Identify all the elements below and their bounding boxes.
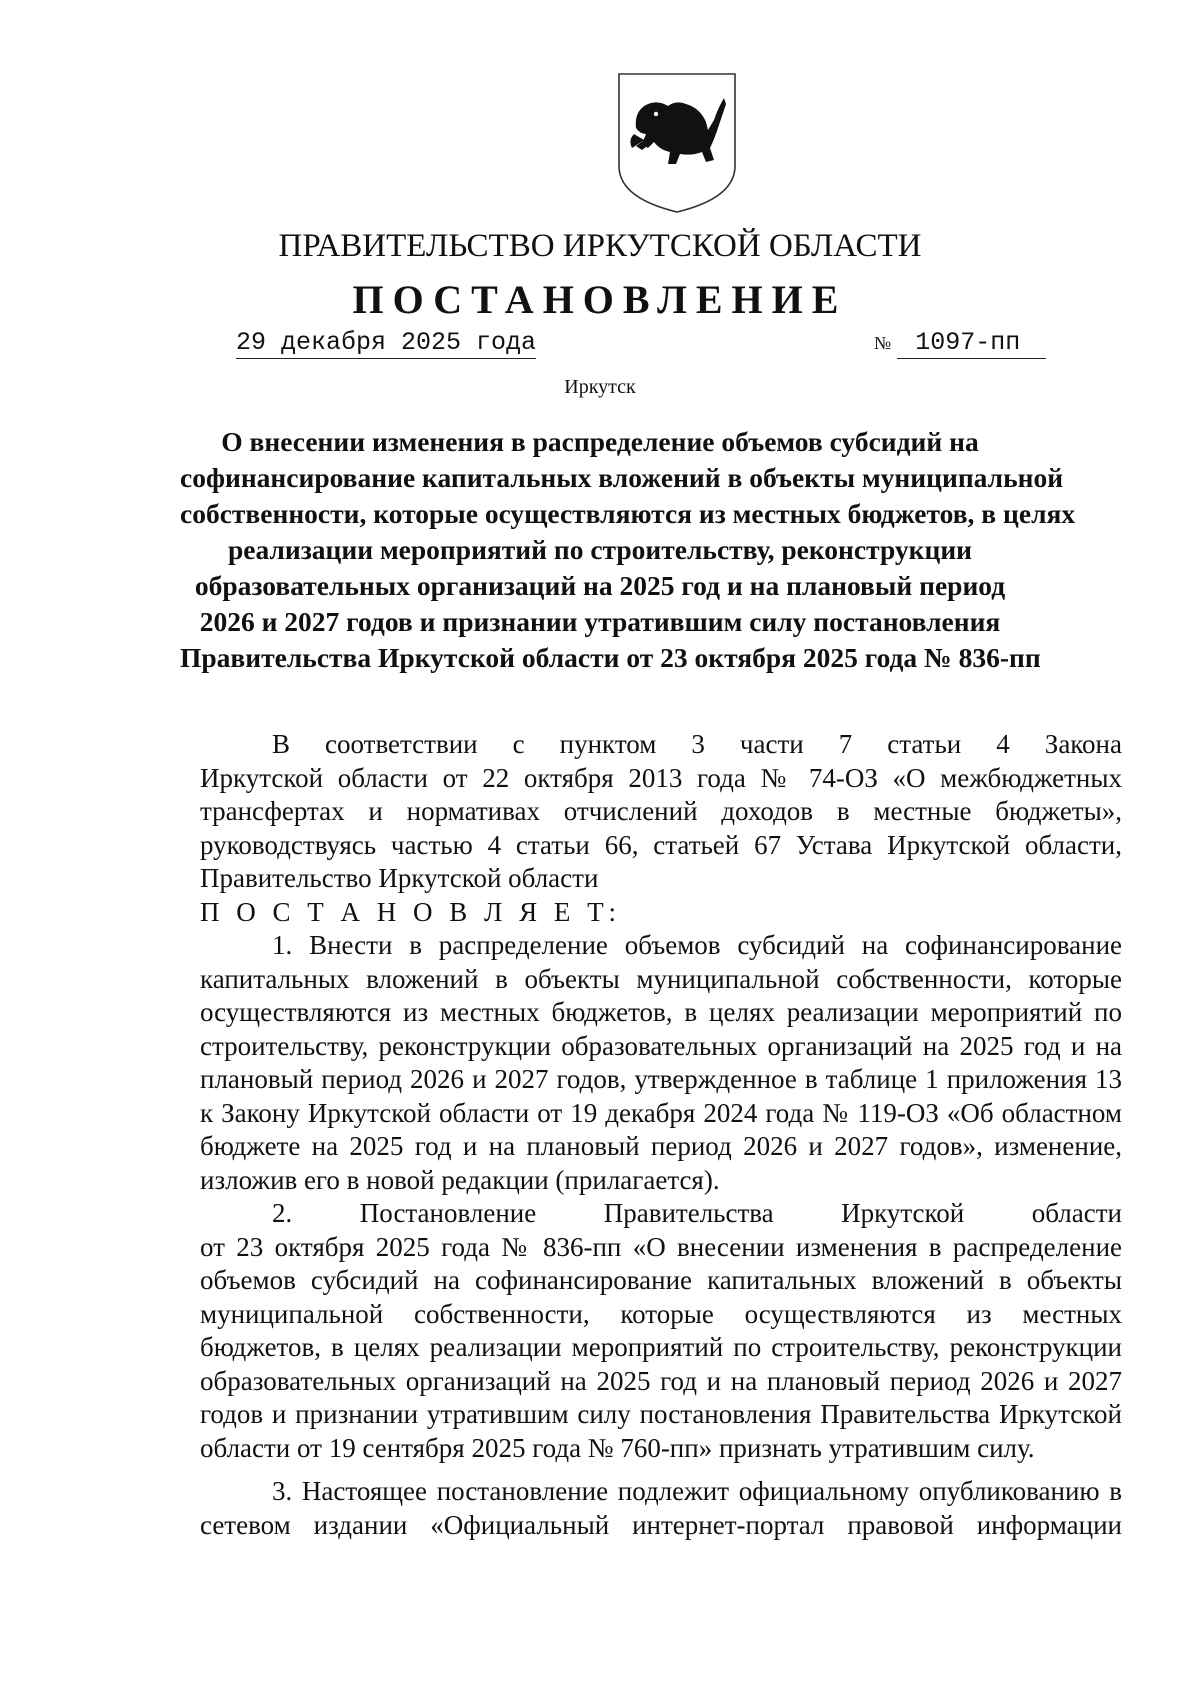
item1-line: 1. Внести в распределение объемов субсидий на софинансирование: [272, 930, 1122, 960]
preamble-line: В соответствии с пунктом 3 части 7 статьи 4 Закона: [272, 729, 1122, 759]
subject-line: софинансирование капитальных вложений в объекты муниципальной: [180, 462, 1064, 493]
document-body: [200, 728, 1122, 1542]
document-date: [236, 328, 536, 359]
item1-line: осуществляются из местных бюджетов, в целях реализации мероприятий по: [200, 997, 1122, 1027]
item1-line: плановый период 2026 и 2027 годов, утвержденное в таблице 1 приложения 13: [200, 1064, 1122, 1094]
subject-line: 2026 и 2027 годов и признании утратившим силу постановления: [199, 606, 1001, 637]
item2-line: годов и признании утратившим силу постановления Правительства Иркутской: [200, 1399, 1122, 1429]
item2-line: области от 19 сентября 2025 года № 760-пп» признать утратившим силу.: [200, 1432, 1035, 1463]
document-subject: [180, 424, 1076, 676]
item2-line: 2. Постановление Правительства Иркутской области: [272, 1198, 1122, 1228]
government-title: ПРАВИТЕЛЬСТВО ИРКУТСКОЙ ОБЛАСТИ: [278, 228, 922, 264]
number-value: 1097-пп: [897, 328, 1046, 359]
item1-line: бюджете на 2025 год и на плановый период 2026 и 2027 годов», изменение,: [200, 1131, 1122, 1161]
document-city: Иркутск: [564, 376, 636, 398]
document-number: [874, 328, 1046, 359]
subject-line: реализации мероприятий по строительству, реконструкции: [227, 534, 973, 565]
resolves-heading: П О С Т А Н О В Л Я Е Т:: [200, 896, 622, 927]
subject-line: О внесении изменения в распределение объемов субсидий на: [221, 426, 979, 457]
item2-line: объемов субсидий на софинансирование капитальных вложений в объекты: [200, 1265, 1122, 1295]
subject-line: собственности, которые осуществляются из местных бюджетов, в целях: [180, 498, 1076, 529]
preamble-line: руководствуясь частью 4 статьи 66, статьей 67 Устава Иркутской области,: [200, 829, 1122, 860]
item2-line: муниципальной собственности, которые осуществляются из местных: [200, 1298, 1122, 1329]
item2-line: бюджетов, в целях реализации мероприятий по строительству, реконструкции: [200, 1332, 1122, 1362]
date-value: 29 декабря 2025 года: [236, 328, 537, 357]
document-type-heading: ПОСТАНОВЛЕНИЕ: [352, 277, 848, 322]
item2-line: от 23 октября 2025 года № 836-пп «О внесении изменения в распределение: [200, 1231, 1122, 1262]
item1-line: строительству, реконструкции образовательных организаций на 2025 год и на: [200, 1030, 1122, 1061]
item3-line: 3. Настоящее постановление подлежит официальному опубликованию в: [272, 1476, 1122, 1506]
number-sign: №: [874, 333, 892, 353]
preamble-line: Иркутской области от 22 октября 2013 года № 74-ОЗ «О межбюджетных: [200, 762, 1122, 793]
preamble-line: трансфертах и нормативах отчислений доходов в местные бюджеты»,: [200, 796, 1122, 826]
coat-of-arms-icon: [614, 70, 740, 216]
item1-line: изложив его в новой редакции (прилагается).: [200, 1164, 720, 1195]
item1-line: капитальных вложений в объекты муниципальной собственности, которые: [200, 963, 1122, 994]
subject-line: образовательных организаций на 2025 год и на плановый период: [194, 570, 1006, 601]
subject-line: Правительства Иркутской области от 23 октября 2025 года № 836-пп: [180, 642, 1041, 673]
item2-line: образовательных организаций на 2025 год и на плановый период 2026 и 2027: [200, 1365, 1122, 1396]
item1-line: к Закону Иркутской области от 19 декабря 2024 года № 119-ОЗ «Об областном: [200, 1097, 1122, 1128]
item3-line: сетевом издании «Официальный интернет-портал правовой информации: [200, 1509, 1122, 1540]
preamble-line: Правительство Иркутской области: [200, 863, 599, 893]
